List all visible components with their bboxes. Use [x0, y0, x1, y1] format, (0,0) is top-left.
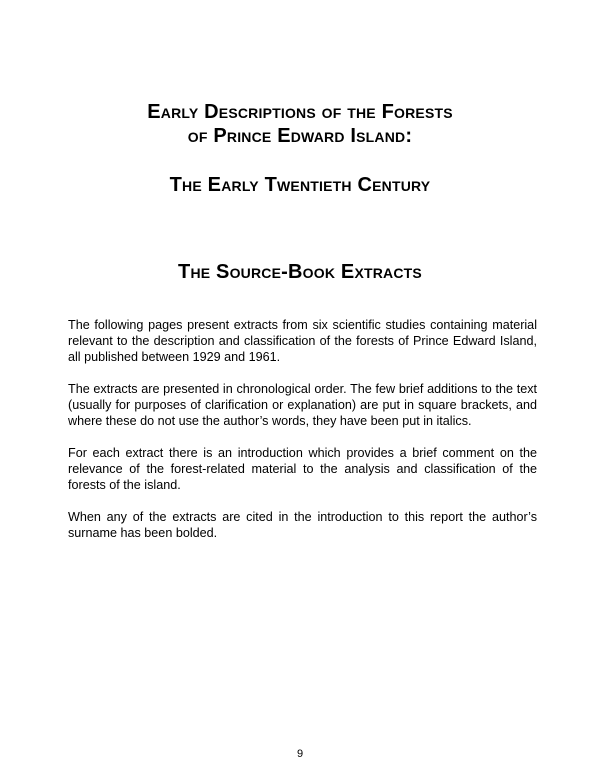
paragraph-intro: The following pages present extracts from six scientific studies containing material relevant to the description and classification of the forests of Prince Edward Island, all published between 1929 and 1961.	[68, 318, 537, 364]
title-line-2: of Prince Edward Island:	[187, 125, 413, 147]
body-text	[68, 317, 537, 557]
paragraph-citation: When any of the extracts are cited in the introduction to this report the author’s surname has been bolded.	[68, 510, 537, 540]
paragraph-order: The extracts are presented in chronological order. The few brief additions to the text (usually for purposes of clarification or explanation) are put in square brackets, and where these do not use the author’s words, they have been put in italics.	[68, 382, 537, 428]
section-heading: The Source-Book Extracts	[178, 261, 422, 283]
paragraph-introduction: For each extract there is an introduction which provides a brief comment on the relevance of the forest-related material to the analysis and classification of the forests of the island.	[68, 446, 537, 492]
title-line-1: Early Descriptions of the Forests	[147, 101, 453, 123]
page-number: 9	[296, 748, 304, 760]
document-subtitle: The Early Twentieth Century	[169, 174, 431, 196]
document-title	[0, 100, 600, 148]
